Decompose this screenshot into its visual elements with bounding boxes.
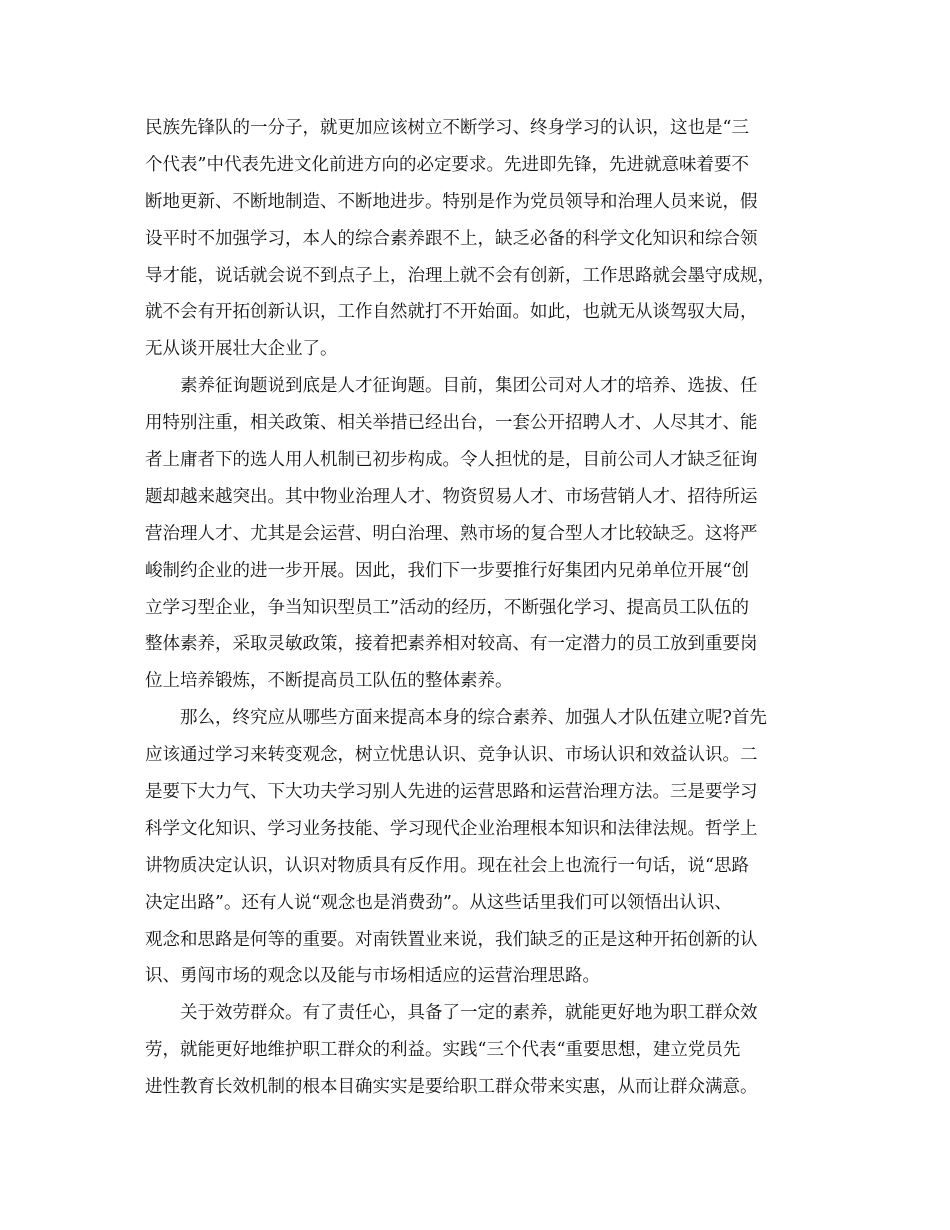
text-line: 位上培养锻炼，不断提高员工队伍的整体素养。 xyxy=(145,671,513,692)
text-line: 识、勇闯市场的观念以及能与市场相适应的运营治理思路。 xyxy=(145,966,600,987)
text-line: 进性教育长效机制的根本目确实实是要给职工群众带来实惠，从而让群众满意。 xyxy=(145,1077,758,1098)
text-line: 决定出路”。还有人说“观念也是消费劲”。从这些话里我们可以领悟出认识、 xyxy=(145,892,732,913)
text-line: 营治理人才、尤其是会运营、明白治理、熟市场的复合型人才比较缺乏。这将严 xyxy=(145,523,758,544)
text-line: 劳，就能更好地维护职工群众的利益。实践“三个代表“重要思想，建立党员先 xyxy=(145,1040,741,1061)
text-line: 观念和思路是何等的重要。对南铁置业来说，我们缺乏的正是这种开拓创新的认 xyxy=(145,929,758,950)
paragraph xyxy=(145,110,805,368)
text-line: 峻制约企业的进一步开展。因此，我们下一步要推行好集团内兄弟单位开展“创 xyxy=(145,560,749,581)
text-line: 导才能，说话就会说不到点子上，治理上就不会有创新，工作思路就会墨守成规， xyxy=(145,265,775,286)
text-line: 题却越来越突出。其中物业治理人才、物资贸易人才、市场营销人才、招待所运 xyxy=(145,486,758,507)
text-line: 无从谈开展壮大企业了。 xyxy=(145,339,338,360)
text-line: 讲物质决定认识，认识对物质具有反作用。现在社会上也流行一句话，说“思路 xyxy=(145,855,749,876)
text-line: 素养征询题说到底是人才征询题。目前，集团公司对人才的培养、选拔、任 xyxy=(180,376,758,397)
text-line: 设平时不加强学习，本人的综合素养跟不上，缺乏必备的科学文化知识和综合领 xyxy=(145,228,758,249)
text-line: 者上庸者下的选人用人机制已初步构成。令人担忧的是，目前公司人才缺乏征询 xyxy=(145,450,758,471)
text-line: 科学文化知识、学习业务技能、学习现代企业治理根本知识和法律法规。哲学上 xyxy=(145,818,758,839)
document-body xyxy=(145,110,805,1106)
text-line: 就不会有开拓创新认识，工作自然就打不开始面。如此，也就无从谈驾驭大局， xyxy=(145,302,758,323)
paragraph xyxy=(145,700,805,995)
text-line: 个代表”中代表先进文化前进方向的必定要求。先进即先锋，先进就意味着要不 xyxy=(145,154,749,175)
text-line: 是要下大力气、下大功夫学习别人先进的运营思路和运营治理方法。三是要学习 xyxy=(145,782,758,803)
text-line: 应该通过学习来转变观念，树立忧患认识、竞争认识、市场认识和效益认识。二 xyxy=(145,745,758,766)
text-line: 关于效劳群众。有了责任心，具备了一定的素养，就能更好地为职工群众效 xyxy=(180,1003,758,1024)
text-line: 用特别注重，相关政策、相关举措已经出台，一套公开招聘人才、人尽其才、能 xyxy=(145,413,758,434)
text-line: 民族先锋队的一分子，就更加应该树立不断学习、终身学习的认识，这也是“三 xyxy=(145,118,749,138)
text-line: 立学习型企业，争当知识型员工”活动的经历，不断强化学习、提高员工队伍的 xyxy=(145,597,749,618)
paragraph xyxy=(145,368,805,700)
text-line: 整体素养，采取灵敏政策，接着把素养相对较高、有一定潜力的员工放到重要岗 xyxy=(145,634,758,655)
text-line: 那么，终究应从哪些方面来提高本身的综合素养、加强人才队伍建立呢?首先 xyxy=(180,708,767,729)
paragraph xyxy=(145,995,805,1106)
text-line: 断地更新、不断地制造、不断地进步。特别是作为党员领导和治理人员来说，假 xyxy=(145,191,758,212)
